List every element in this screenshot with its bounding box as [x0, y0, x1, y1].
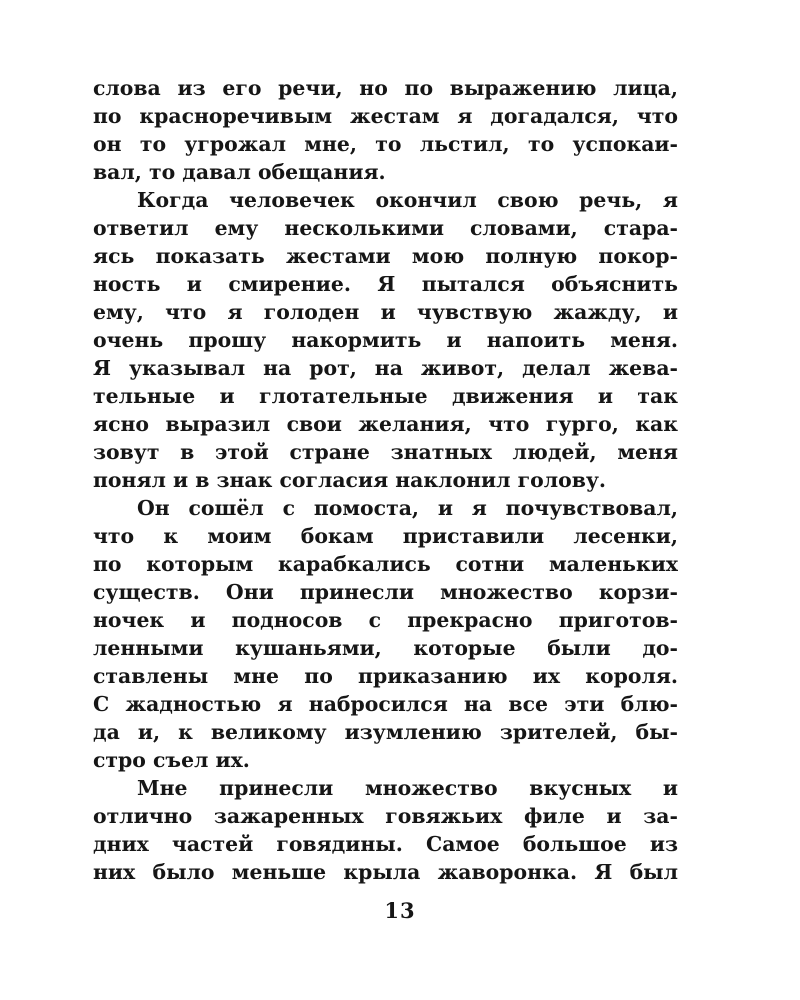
text-line: ленными кушаньями, которые были до-: [93, 636, 678, 660]
text-line: них было меньше крыла жаворонка. Я был: [93, 860, 678, 884]
text-line: да и, к великому изумлению зрителей, бы-: [93, 720, 678, 744]
text-line: слова из его речи, но по выражению лица,: [93, 76, 678, 100]
text-line: существ. Они принесли множество корзи-: [93, 580, 678, 604]
text-line: зовут в этой стране знатных людей, меня: [93, 440, 678, 464]
text-line: ность и смирение. Я пытался объяснить: [93, 272, 678, 296]
text-line: понял и в знак согласия наклонил голову.: [93, 468, 607, 492]
text-line: вал, то давал обещания.: [93, 160, 386, 184]
text-line: ясь показать жестами мою полную покор-: [93, 244, 678, 268]
text-line: отлично зажаренных говяжьих филе и за-: [93, 804, 678, 828]
text-line: что к моим бокам приставили лесенки,: [93, 524, 678, 548]
text-line: ему, что я голоден и чувствую жажду, и: [93, 300, 678, 324]
text-line: Когда человечек окончил свою речь, я: [137, 188, 678, 212]
text-line: по красноречивым жестам я догадался, что: [93, 104, 678, 128]
text-line: дних частей говядины. Самое большое из: [93, 832, 678, 856]
page-number: 13: [384, 898, 416, 923]
text-line: Мне принесли множество вкусных и: [137, 776, 678, 800]
text-line: ставлены мне по приказанию их короля.: [93, 664, 678, 688]
text-line: С жадностью я набросился на все эти блю-: [93, 692, 678, 716]
text-line: по которым карабкались сотни маленьких: [93, 552, 678, 576]
text-line: ночек и подносов с прекрасно приготов-: [93, 608, 678, 632]
text-line: ответил ему несколькими словами, стара-: [93, 216, 678, 240]
text-line: ясно выразил свои желания, что гурго, как: [93, 412, 678, 436]
page-text: [93, 74, 678, 886]
text-line: он то угрожал мне, то льстил, то успокаи-: [93, 132, 678, 156]
text-line: очень прошу накормить и напоить меня.: [93, 328, 678, 352]
text-line: тельные и глотательные движения и так: [93, 384, 678, 408]
text-line: Он сошёл с помоста, и я почувствовал,: [137, 496, 678, 520]
text-line: стро съел их.: [93, 748, 250, 772]
text-line: Я указывал на рот, на живот, делал жева-: [93, 356, 678, 380]
